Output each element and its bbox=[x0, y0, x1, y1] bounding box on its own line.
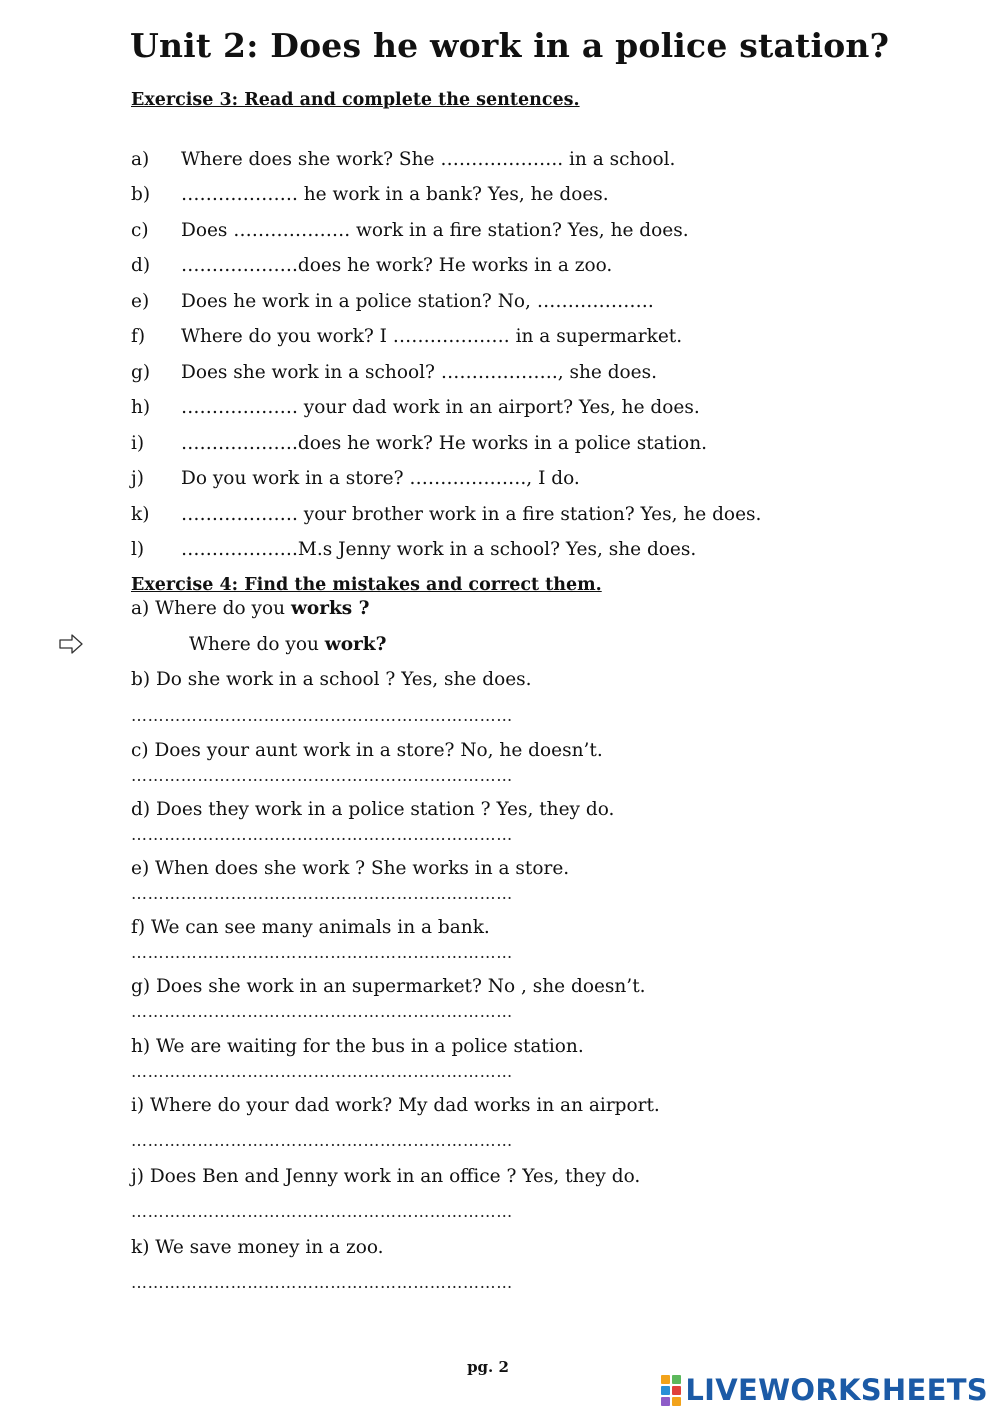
ex4-answer-line[interactable]: …………………………………………………………… bbox=[131, 766, 513, 785]
ex4-item-sentence: d) Does they work in a police station ? Yes, they do. bbox=[131, 799, 615, 820]
ex4-item-sentence: c) Does your aunt work in a store? No, he doesn’t. bbox=[131, 740, 603, 761]
ex3-item-label: b) bbox=[131, 184, 151, 205]
ex3-item-text: ………………. he work in a bank? Yes, he does. bbox=[181, 184, 609, 205]
ex4-example-answer bbox=[189, 634, 386, 655]
ex4-answer-line[interactable]: …………………………………………………………… bbox=[131, 706, 513, 725]
brand-name: LIVEWORKSHEETS bbox=[685, 1373, 988, 1407]
ex4-answer-line[interactable]: …………………………………………………………… bbox=[131, 1202, 513, 1221]
page-number: pg. 2 bbox=[467, 1358, 509, 1376]
ex3-item-text: Does ………………. work in a fire station? Yes, he does. bbox=[181, 220, 689, 241]
ex3-item-label: k) bbox=[131, 504, 150, 525]
ex4-example-correction: work? bbox=[324, 634, 387, 655]
logo-mark-icon bbox=[661, 1375, 681, 1406]
ex4-item-sentence: k) We save money in a zoo. bbox=[131, 1237, 384, 1258]
ex4-answer-line[interactable]: …………………………………………………………… bbox=[131, 1273, 513, 1292]
ex3-item-text: Does he work in a police station? No, ………………. bbox=[181, 291, 654, 312]
ex4-answer-line[interactable]: …………………………………………………………… bbox=[131, 943, 513, 962]
ex3-item-label: g) bbox=[131, 362, 151, 383]
ex4-item-sentence: j) Does Ben and Jenny work in an office ? Yes, they do. bbox=[131, 1166, 641, 1187]
ex3-item-label: a) bbox=[131, 149, 150, 170]
exercise-4-heading: Exercise 4: Find the mistakes and correct them. bbox=[131, 575, 602, 595]
ex3-item-text: ………………. your brother work in a fire station? Yes, he does. bbox=[181, 504, 762, 525]
ex3-item-text: Where does she work? She ……………….. in a school. bbox=[181, 149, 676, 170]
ex3-item-label: i) bbox=[131, 433, 145, 454]
ex4-answer-line[interactable]: …………………………………………………………… bbox=[131, 884, 513, 903]
ex4-answer-line[interactable]: …………………………………………………………… bbox=[131, 825, 513, 844]
ex3-item-label: h) bbox=[131, 397, 151, 418]
ex3-item-text: ………………. your dad work in an airport? Yes, he does. bbox=[181, 397, 700, 418]
ex4-example-question-text: a) Where do you bbox=[131, 598, 291, 619]
ex4-item-sentence: e) When does she work ? She works in a store. bbox=[131, 858, 570, 879]
ex4-item-sentence: f) We can see many animals in a bank. bbox=[131, 917, 490, 938]
right-arrow-outline-icon bbox=[58, 632, 84, 656]
ex3-item-label: f) bbox=[131, 326, 146, 347]
ex4-item-sentence: g) Does she work in an supermarket? No , she doesn’t. bbox=[131, 976, 646, 997]
ex4-item-sentence: h) We are waiting for the bus in a police station. bbox=[131, 1036, 584, 1057]
ex3-item-label: d) bbox=[131, 255, 151, 276]
ex4-answer-line[interactable]: …………………………………………………………… bbox=[131, 1002, 513, 1021]
page-title: Unit 2: Does he work in a police station? bbox=[130, 26, 890, 65]
ex3-item-text: ……………….does he work? He works in a police station. bbox=[181, 433, 707, 454]
ex3-item-label: l) bbox=[131, 539, 145, 560]
ex4-example-question bbox=[131, 598, 369, 619]
ex4-example-mistake: works ? bbox=[290, 598, 370, 619]
ex3-item-label: e) bbox=[131, 291, 150, 312]
liveworksheets-logo[interactable] bbox=[661, 1374, 988, 1406]
ex4-answer-line[interactable]: …………………………………………………………… bbox=[131, 1062, 513, 1081]
ex3-item-text: ……………….M.s Jenny work in a school? Yes, she does. bbox=[181, 539, 697, 560]
ex3-item-label: j) bbox=[131, 468, 144, 489]
ex3-item-text: Where do you work? I ………………. in a supermarket. bbox=[181, 326, 683, 347]
ex3-item-label: c) bbox=[131, 220, 149, 241]
ex4-example-answer-text: Where do you bbox=[189, 634, 325, 655]
ex4-answer-line[interactable]: …………………………………………………………… bbox=[131, 1131, 513, 1150]
exercise-3-heading: Exercise 3: Read and complete the sentences. bbox=[131, 90, 580, 110]
ex3-item-text: Does she work in a school? ………………., she does. bbox=[181, 362, 658, 383]
ex4-item-sentence: i) Where do your dad work? My dad works in an airport. bbox=[131, 1095, 660, 1116]
ex3-item-text: Do you work in a store? ………………., I do. bbox=[181, 468, 580, 489]
ex4-item-sentence: b) Do she work in a school ? Yes, she does. bbox=[131, 669, 532, 690]
ex3-item-text: ……………….does he work? He works in a zoo. bbox=[181, 255, 613, 276]
